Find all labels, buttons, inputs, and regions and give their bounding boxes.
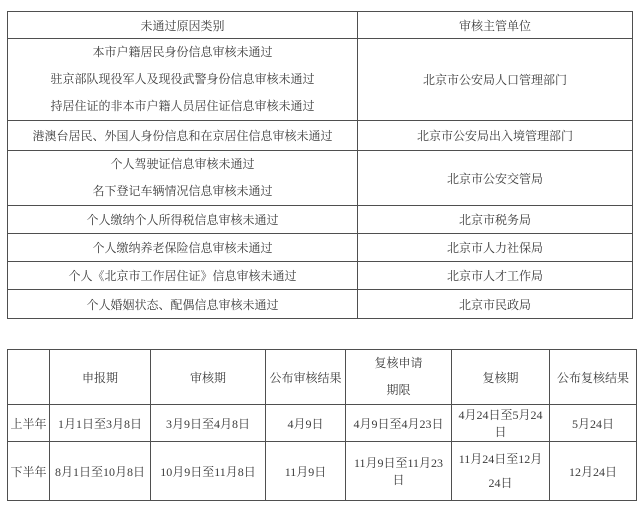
row-label: 下半年 [8, 442, 50, 501]
reason-line: 本市户籍居民身份信息审核未通过 [92, 45, 273, 59]
corner-cell [8, 350, 50, 405]
period-cell: 1月1日至3月8日 [50, 405, 151, 442]
recheck-apply-header [346, 350, 452, 405]
row-label: 上半年 [8, 405, 50, 442]
reason-category-header: 未通过原因类别 [8, 12, 358, 39]
table-row [8, 206, 633, 234]
period-cell: 11月24日至12月24日 [452, 442, 550, 501]
period-cell: 10月9日至11月8日 [151, 442, 266, 501]
declare-period-header: 申报期 [50, 350, 151, 405]
publish-result-header: 公布审核结果 [266, 350, 346, 405]
unit-cell: 北京市税务局 [358, 206, 633, 234]
period-cell: 3月9日至4月8日 [151, 405, 266, 442]
reason-line: 名下登记车辆情况信息审核未通过 [92, 184, 273, 198]
table-row [8, 151, 633, 206]
table-row [8, 39, 633, 121]
period-cell: 8月1日至10月8日 [50, 442, 151, 501]
unit-cell: 北京市民政局 [358, 290, 633, 319]
reason-line: 驻京部队现役军人及现役武警身份信息审核未通过 [50, 72, 315, 86]
period-cell: 4月9日至4月23日 [346, 405, 452, 442]
reason-cell: 个人缴纳个人所得税信息审核未通过 [8, 206, 358, 234]
unit-cell: 北京市人力社保局 [358, 234, 633, 262]
unit-cell: 北京市公安局出入境管理部门 [358, 121, 633, 151]
review-period-header: 审核期 [151, 350, 266, 405]
schedule-row-first-half [8, 405, 637, 442]
supervising-unit-header: 审核主管单位 [358, 12, 633, 39]
recheck-period-header: 复核期 [452, 350, 550, 405]
reason-cell: 个人《北京市工作居住证》信息审核未通过 [8, 262, 358, 290]
table-row [8, 234, 633, 262]
period-cell: 4月9日 [266, 405, 346, 442]
reason-cell: 个人缴纳养老保险信息审核未通过 [8, 234, 358, 262]
schedule-header-row [8, 350, 637, 405]
table-row [8, 121, 633, 151]
header-line: 复核申请 [374, 356, 423, 370]
reason-cell [8, 39, 358, 121]
schedule-row-second-half [8, 442, 637, 501]
unit-cell: 北京市公安局人口管理部门 [358, 39, 633, 121]
reason-cell [8, 151, 358, 206]
reason-line: 个人驾驶证信息审核未通过 [110, 157, 255, 171]
period-cell: 11月9日至11月23日 [346, 442, 452, 501]
review-schedule-table [7, 349, 637, 501]
table-row [8, 262, 633, 290]
rejection-reason-table [7, 11, 633, 319]
reason-cell: 个人婚姻状态、配偶信息审核未通过 [8, 290, 358, 319]
reason-line: 持居住证的非本市户籍人员居住证信息审核未通过 [50, 99, 315, 113]
period-cell: 11月9日 [266, 442, 346, 501]
reason-cell: 港澳台居民、外国人身份信息和在京居住信息审核未通过 [8, 121, 358, 151]
unit-cell: 北京市人才工作局 [358, 262, 633, 290]
rejection-header-row [8, 12, 633, 39]
period-cell: 5月24日 [550, 405, 637, 442]
unit-cell: 北京市公安交管局 [358, 151, 633, 206]
period-cell: 12月24日 [550, 442, 637, 501]
publish-recheck-header: 公布复核结果 [550, 350, 637, 405]
period-cell: 4月24日至5月24日 [452, 405, 550, 442]
table-row [8, 290, 633, 319]
header-line: 期限 [386, 383, 411, 397]
